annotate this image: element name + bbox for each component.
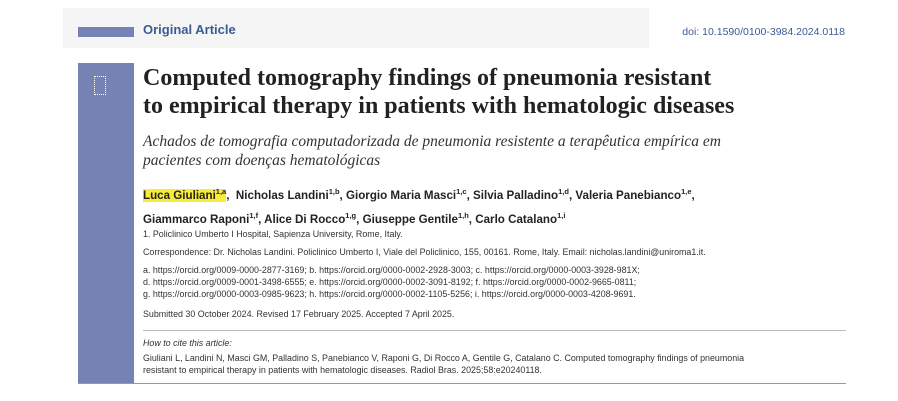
- author-name[interactable]: Silvia Palladino: [473, 188, 559, 202]
- author-line: Luca Giuliani$^{1,a}$, Nicholas Landini$^{1,b}$, Giorgio Maria Masci$^{1,c}$, Silvia Palladino$^{1,d}$, Valeria Panebianco$^{1,e}$,: [143, 187, 695, 202]
- article-title-line: to empirical therapy in patients with hematologic diseases: [143, 93, 735, 119]
- doi-link[interactable]: doi: 10.1590/0100-3984.2024.0118: [682, 26, 845, 38]
- article-subtitle: [143, 132, 843, 170]
- affiliation: 1. Policlinico Umberto I Hospital, Sapienza University, Rome, Italy.: [143, 229, 403, 239]
- article-title: [143, 64, 843, 120]
- author-affil: 1,a: [215, 187, 227, 196]
- article-subtitle-line: pacientes com doenças hematológicas: [143, 152, 381, 169]
- bookmark-icon: [94, 76, 106, 95]
- header-accent-bar: [78, 27, 134, 37]
- author-affil: 1,i: [557, 210, 566, 220]
- author-name[interactable]: Giammarco Raponi: [143, 212, 250, 226]
- citation: [143, 352, 848, 376]
- author-name[interactable]: Nicholas Landini: [235, 188, 329, 202]
- section-label: Original Article: [143, 22, 236, 37]
- article-subtitle-line: Achados de tomografia computadorizada de pneumonia resistente a terapêutica empírica em: [143, 133, 722, 150]
- orcid-line[interactable]: d. https://orcid.org/0009-0001-3498-6555; e. https://orcid.org/0000-0002-3091-8192; f. https://orcid.org/0000-0002-9665-0811;: [143, 277, 637, 287]
- author-name[interactable]: Valeria Panebianco: [575, 188, 682, 202]
- author-affil: 1,e: [681, 187, 692, 196]
- correspondence: Correspondence: Dr. Nicholas Landini. Policlinico Umberto I, Viale del Policlinico, 155, 00161. Rome, Italy. Email: nicholas.landini@uniroma1.it.: [143, 247, 706, 257]
- citation-line: resistant to empirical therapy in patients with hematologic diseases. Radiol Bras. 2025;58:e20240118.: [143, 365, 542, 375]
- author-affil: 1,c: [456, 187, 467, 196]
- cite-heading: How to cite this article:: [143, 338, 232, 348]
- author-affil: 1,f: [249, 210, 259, 220]
- author-name[interactable]: Alice Di Rocco: [264, 212, 346, 226]
- author-affil: 1,d: [558, 187, 569, 196]
- author-affil: 1,g: [345, 210, 357, 220]
- article-title-line: Computed tomography findings of pneumonia resistant: [143, 65, 712, 91]
- author-name[interactable]: Luca Giuliani: [143, 188, 216, 202]
- author-name[interactable]: Giorgio Maria Masci: [345, 188, 457, 202]
- author-highlight: [143, 189, 226, 202]
- orcid-line[interactable]: g. https://orcid.org/0000-0003-0985-9623; h. https://orcid.org/0000-0002-1105-5256; i. https://orcid.org/0000-0003-4208-9691.: [143, 289, 636, 299]
- author-affil: 1,h: [457, 210, 469, 220]
- author-affil: 1,b: [328, 187, 340, 196]
- orcid-list: [143, 264, 853, 300]
- author-list: [143, 182, 843, 230]
- author-name[interactable]: Giuseppe Gentile: [362, 212, 458, 226]
- citation-line: Giuliani L, Landini N, Masci GM, Palladino S, Panebianco V, Raponi G, Di Rocco A, Gentile G, Catalano C. Computed tomography findings of pneumonia: [143, 353, 745, 363]
- author-line: Giammarco Raponi$^{1,f}$, Alice Di Rocco$^{1,g}$, Giuseppe Gentile$^{1,h}$, Carlo Catalano$^{1,i}$: [143, 210, 566, 226]
- divider: [143, 330, 846, 331]
- orcid-line[interactable]: a. https://orcid.org/0009-0000-2877-3169; b. https://orcid.org/0000-0002-2928-3003; c. https://orcid.org/0000-0003-3928-981X;: [143, 265, 640, 275]
- submission-dates: Submitted 30 October 2024. Revised 17 February 2025. Accepted 7 April 2025.: [143, 309, 455, 319]
- author-name[interactable]: Carlo Catalano: [475, 212, 558, 226]
- sidebar-accent-bar: [78, 63, 134, 383]
- bottom-divider: [78, 383, 846, 384]
